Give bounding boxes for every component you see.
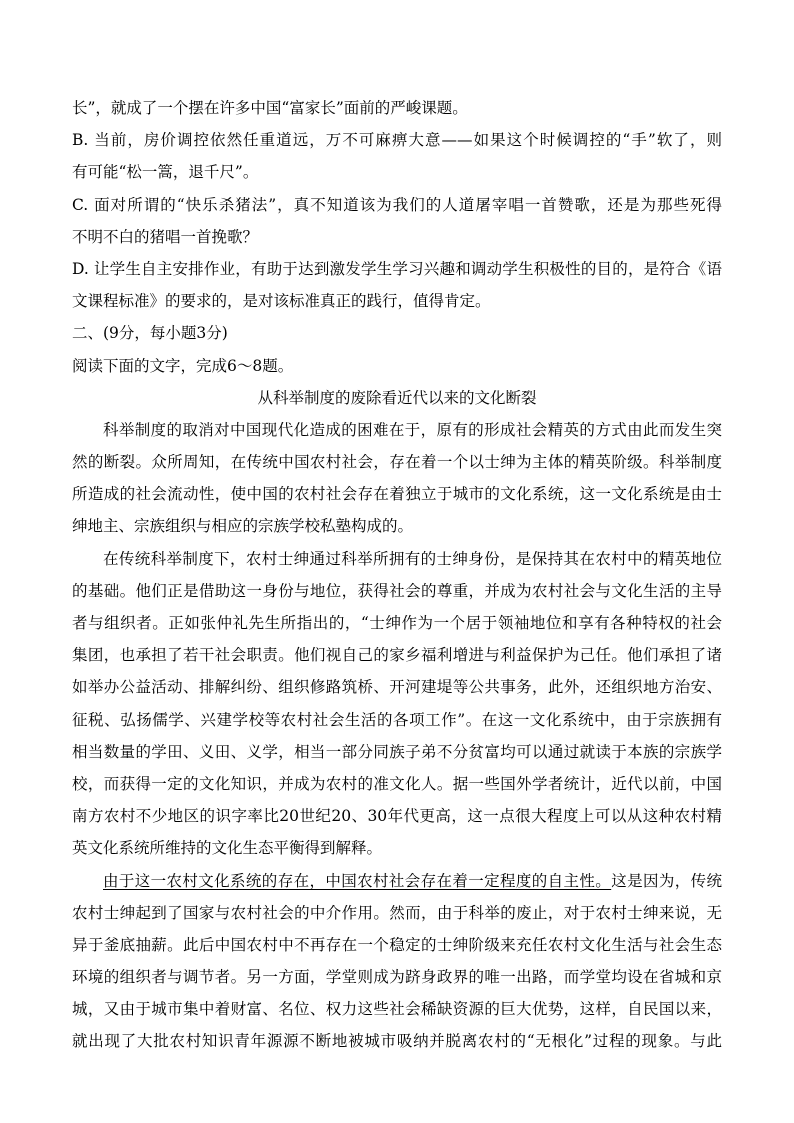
option-b-line-1: B. 当前，房价调控依然任重道远，万不可麻痹大意——如果这个时候调控的“手”软了，则 <box>72 131 722 150</box>
paragraph-2-line-3: 者与组织者。正如张仲礼先生所指出的，“士绅作为一个居于领袖地位和享有各种特权的社会 <box>72 614 722 632</box>
option-c-line-1: C. 面对所谓的“快乐杀猪法”，真不知道该为我们的人道屠宰唱一首赞歌，还是为那些死得 <box>72 195 722 214</box>
paragraph-2-line-9: 南方农村不少地区的识字率比20世纪20、30年代更高，这一点很大程度上可以从这种农村精 <box>72 807 722 826</box>
paragraph-2-line-1: 在传统科举制度下，农村士绅通过科举所拥有的士绅身份，是保持其在农村中的精英地位 <box>103 549 722 568</box>
paragraph-2-line-10: 英文化系统所维持的文化生态平衡得到解释。 <box>72 839 383 858</box>
paragraph-2-line-5: 如举办公益活动、排解纠纷、组织修路筑桥、开河建堤等公共事务，此外，还组织地方治安、 <box>72 678 722 697</box>
paragraph-3-line-4: 环境的组织者与调节者。另一方面，学堂则成为跻身政界的唯一出路，而学堂均设在省城和京 <box>72 968 722 987</box>
paragraph-2-line-4: 集团，也承担了若干社会职责。他们视自己的家乡福利增进与利益保护为己任。他们承担了诸 <box>72 646 722 665</box>
paragraph-3-line-3: 异于釜底抽薪。此后中国农村中不再存在一个稳定的士绅阶级来充任农村文化生活与社会生态 <box>72 935 722 954</box>
section-header: 二、(9分，每小题3分) <box>72 324 228 343</box>
option-a-tail: 长”，就成了一个摆在许多中国“富家长”面前的严峻课题。 <box>72 99 468 117</box>
paragraph-1-line-2: 然的断裂。众所周知，在传统中国农村社会，存在着一个以士绅为主体的精英阶级。科举制度 <box>72 453 722 472</box>
document-page <box>72 92 722 1058</box>
paragraph-2-line-8: 校，而获得一定的文化知识，并成为农村的准文化人。据一些国外学者统计，近代以前，中国 <box>72 774 722 793</box>
paragraph-1-line-1: 科举制度的取消对中国现代化造成的困难在于，原有的形成社会精英的方式由此而发生突 <box>103 420 722 439</box>
paragraph-3-line-1 <box>72 865 722 897</box>
option-b-line-2: 有可能“松一篙，退千尺”。 <box>72 163 259 182</box>
paragraph-3-line-5: 城，又由于城市集中着财富、名位、权力这些社会稀缺资源的巨大优势，这样，自民国以来， <box>72 1000 722 1019</box>
paragraph-2-line-7: 相当数量的学田、义田、义学，相当一部分同族子弟不分贫富均可以通过就读于本族的宗族学 <box>72 742 722 761</box>
paragraph-3-line-2: 农村士绅起到了国家与农村社会的中介作用。然而，由于科举的废止，对于农村士绅来说，无 <box>72 903 722 922</box>
paragraph-1-line-4: 绅地主、宗族组织与相应的宗族学校私塾构成的。 <box>72 517 414 536</box>
paragraph-2-line-6: 征税、弘扬儒学、兴建学校等农村社会生活的各项工作”。在这一文化系统中，由于宗族拥有 <box>72 710 722 729</box>
option-d-line-2: 文课程标准》的要求的，是对该标准真正的践行，值得肯定。 <box>72 292 491 311</box>
paragraph-2-line-2: 的基础。他们正是借助这一身份与地位，获得社会的尊重，并成为农村社会与文化生活的主导 <box>72 581 722 600</box>
option-c-line-2: 不明不白的猪唱一首挽歌？ <box>72 227 259 246</box>
section-instruction: 阅读下面的文字，完成6～8题。 <box>72 356 294 375</box>
option-d-line-1: D. 让学生自主安排作业，有助于达到激发学生学习兴趣和调动学生积极性的目的，是符合《语 <box>72 259 722 278</box>
paragraph-1-line-3: 所造成的社会流动性，使中国的农村社会存在着独立于城市的文化系统，这一文化系统是由士 <box>72 485 722 504</box>
article-title: 从科举制度的废除看近代以来的文化断裂 <box>257 388 537 407</box>
underlined-key-sentence: 由于这一农村文化系统的存在，中国农村社会存在着一定程度的自主性。 <box>103 871 612 890</box>
paragraph-3-line-6: 就出现了大批农村知识青年源源不断地被城市吸纳并脱离农村的“无根化”过程的现象。与此 <box>72 1032 722 1051</box>
paragraph-3-line-1-rest: 这是因为，传统 <box>611 871 722 890</box>
